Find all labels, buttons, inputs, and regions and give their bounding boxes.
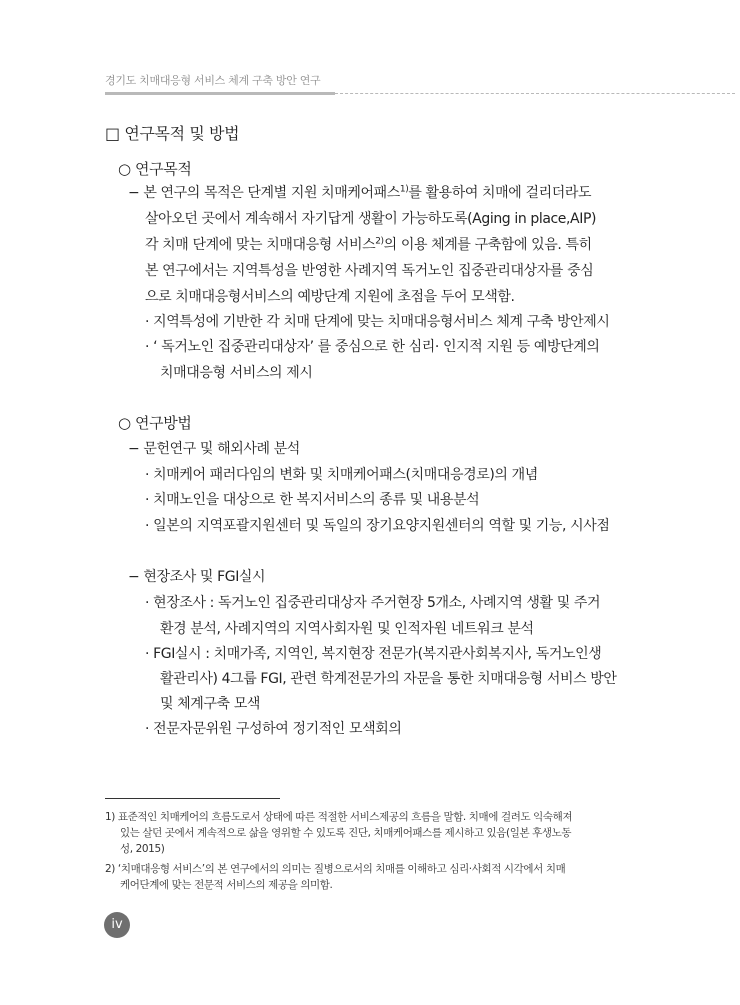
footnote-1: 1) 표준적인 치매케어의 흐름도로서 상태에 따른 적절한 서비스제공의 흐름을 말함. 치매에 걸려도 익숙해져 bbox=[105, 811, 573, 823]
footnote-ref-1[interactable]: 1) bbox=[399, 184, 409, 195]
header-rule bbox=[105, 92, 335, 95]
footnote-2: 2) ‘치매대응형 서비스’의 본 연구에서의 의미는 질병으로서의 치매를 이해하고 심리·사회적 시각에서 치매 bbox=[105, 863, 566, 875]
method-bullet-continuation: 활관리사) 4그룹 FGI, 관련 학계전문가의 자문을 통한 치매대응형 서비스 방안 bbox=[160, 671, 617, 687]
method-bullet: · 치매노인을 대상으로 한 복지서비스의 종류 및 내용분석 bbox=[145, 492, 480, 508]
footnote-ref-2[interactable]: 2) bbox=[375, 236, 384, 247]
header-rule-dashed bbox=[335, 93, 735, 94]
method-heading: ○ 연구방법 bbox=[118, 414, 192, 432]
footnote-1-continuation: 성, 2015) bbox=[120, 843, 165, 855]
method-bullet: · FGI실시 : 치매가족, 지역인, 복지현장 전문가(복지관사회복지사, 독거노인생 bbox=[145, 646, 602, 662]
method-bullet: · 치매케어 패러다임의 변화 및 치매케어패스(치매대응경로)의 개념 bbox=[145, 467, 538, 483]
text-fragment: − 본 연구의 목적은 단계별 지원 치매케어패스$^{1)}$를 활용하여 치매에 걸리더라도 bbox=[128, 184, 592, 201]
footnote-2-continuation: 케어단계에 맞는 전문적 서비스의 제공을 의미함. bbox=[120, 879, 333, 891]
purpose-paragraph-line bbox=[128, 184, 634, 202]
method-bullet: · 현장조사 : 독거노인 집중관리대상자 주거현장 5개소, 사례지역 생활 및 주거 bbox=[145, 595, 601, 611]
purpose-bullet: · ‘ 독거노인 집중관리대상자’ 를 중심으로 한 심리· 인지적 지원 등 예방단계의 bbox=[145, 339, 600, 355]
footnote-rule bbox=[105, 798, 280, 799]
method-subheading: − 현장조사 및 FGI실시 bbox=[128, 569, 266, 585]
method-bullet: · 일본의 지역포괄지원센터 및 독일의 장기요양지원센터의 역할 및 기능, 시사점 bbox=[145, 518, 610, 534]
running-header: 경기도 치매대응형 서비스 체계 구축 방안 연구 bbox=[105, 74, 321, 87]
method-subheading: − 문헌연구 및 해외사례 분석 bbox=[128, 441, 300, 457]
method-bullet-continuation: 환경 분석, 사례지역의 지역사회자원 및 인적자원 네트워크 분석 bbox=[160, 621, 534, 637]
method-bullet-continuation: 및 체계구축 모색 bbox=[160, 696, 260, 712]
purpose-paragraph-line: 본 연구에서는 지역특성을 반영한 사례지역 독거노인 집중관리대상자를 중심 bbox=[145, 263, 594, 279]
method-bullet: · 전문자문위원 구성하여 정기적인 모색회의 bbox=[145, 721, 402, 737]
footnote-1-continuation: 있는 살던 곳에서 계속적으로 삶을 영위할 수 있도록 진단, 치매케어패스를 제시하고 있음(일본 후생노동 bbox=[120, 827, 572, 839]
purpose-paragraph-line: 살아오던 곳에서 계속해서 자기답게 생활이 가능하도록(Aging in place,AIP) bbox=[145, 211, 597, 227]
purpose-paragraph-line: 으로 치매대응형서비스의 예방단계 지원에 초점을 두어 모색함. bbox=[145, 289, 515, 305]
section-title: □ 연구목적 및 방법 bbox=[105, 124, 240, 143]
purpose-heading: ○ 연구목적 bbox=[118, 160, 192, 178]
purpose-paragraph-line: 각 치매 단계에 맞는 치매대응형 서비스$^{2)}$의 이용 체계를 구축함에 있음. 특히 bbox=[145, 236, 592, 253]
page-number-badge: iv bbox=[104, 912, 130, 938]
purpose-bullet: · 지역특성에 기반한 각 치매 단계에 맞는 치매대응형서비스 체계 구축 방안제시 bbox=[145, 314, 610, 330]
purpose-bullet-continuation: 치매대응형 서비스의 제시 bbox=[160, 365, 313, 381]
